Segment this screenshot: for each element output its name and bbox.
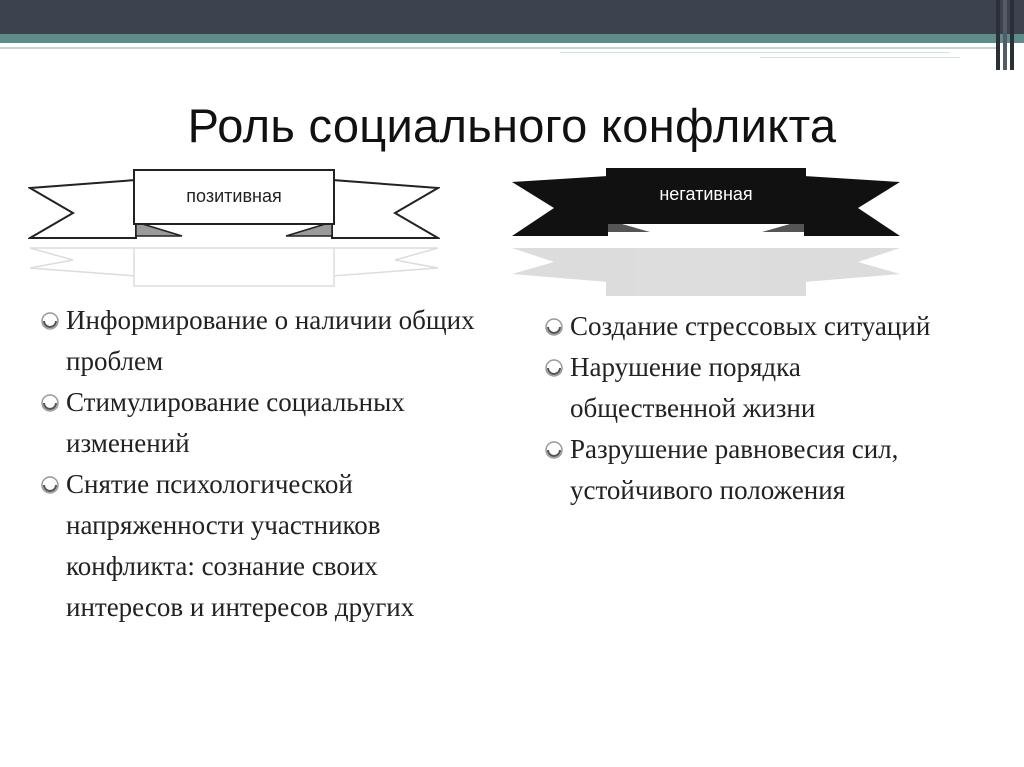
header-rule [560,52,950,53]
negative-label: негативная [659,184,753,204]
circle-bullet-icon [40,393,60,413]
circle-bullet-icon [544,440,564,460]
header-rule [0,47,1000,49]
list-item [540,306,960,347]
list-item [540,429,960,511]
positive-list [36,300,496,628]
circle-bullet-icon [544,317,564,337]
positive-banner [28,168,440,288]
list-item-text: Снятие психологической напряженности участников конфликта: сознание своих интересов и интересов других [66,469,415,622]
header-bar [0,0,1024,34]
circle-bullet-icon [544,358,564,378]
list-item-text: Создание стрессовых ситуаций [570,311,931,341]
header-stripe [1003,0,1007,70]
list-item [540,347,960,429]
list-item [36,382,496,464]
list-item-text: Нарушение порядка общественной жизни [570,352,816,423]
circle-bullet-icon [40,311,60,331]
list-item [36,464,496,628]
negative-banner [510,168,902,298]
negative-list [540,306,960,511]
circle-bullet-icon [40,475,60,495]
list-item-text: Информирование о наличии общих проблем [66,305,475,376]
header-stripe [996,0,1000,70]
list-item [36,300,496,382]
page-title: Роль социального конфликта [187,99,837,152]
list-item-text: Стимулирование социальных изменений [66,387,405,458]
positive-label: позитивная [186,186,282,206]
header-rule [760,57,960,58]
list-item-text: Разрушение равновесия сил, устойчивого положения [570,434,899,505]
header-stripe [1010,0,1014,70]
header-accent-bar [0,34,1024,43]
